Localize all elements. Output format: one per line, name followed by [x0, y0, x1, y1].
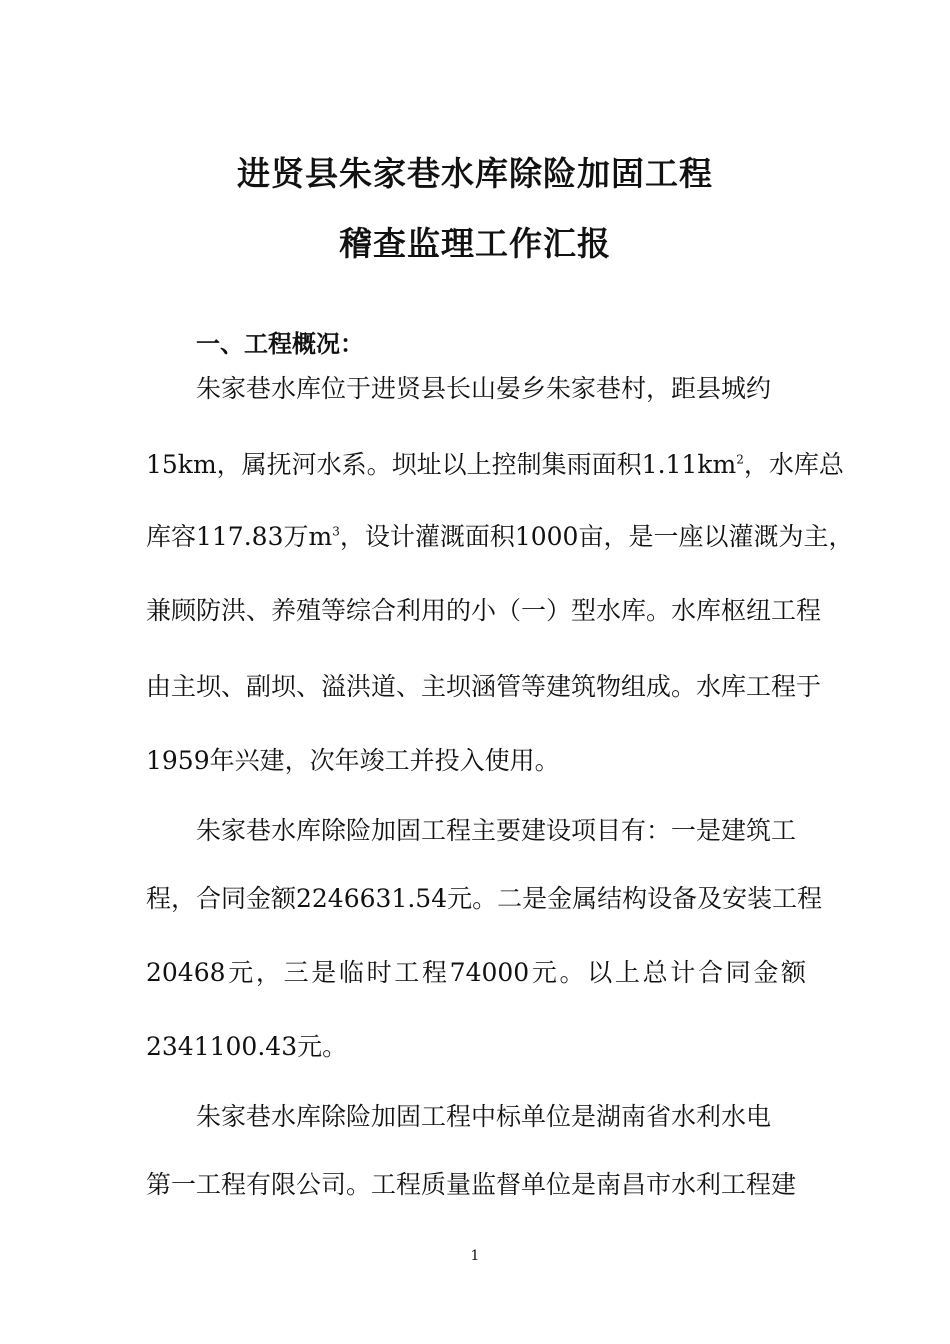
paragraph-1-line-5: 由主坝、副坝、溢洪道、主坝涵管等建筑物组成。水库工程于: [146, 672, 822, 701]
paragraph-3-line-1: 朱家巷水库除险加固工程中标单位是湖南省水利水电: [196, 1102, 772, 1131]
superscript: 2: [736, 452, 744, 467]
text-segment: ，水库总: [743, 450, 844, 479]
text-segment: ，设计灌溉面积1000亩，是一座以灌溉为主，: [339, 522, 854, 551]
paragraph-2-line-2: 程，合同金额2246631.54元。二是金属结构设备及安装工程: [146, 884, 823, 913]
paragraph-1-line-1: 朱家巷水库位于进贤县长山晏乡朱家巷村，距县城约: [196, 374, 772, 403]
page-number: 1: [470, 1248, 480, 1264]
text-segment: 库容117.83万m: [146, 522, 333, 551]
document-title-line-1: 进贤县朱家巷水库除险加固工程: [237, 154, 713, 193]
paragraph-1-line-6: 1959年兴建，次年竣工并投入使用。: [146, 746, 560, 775]
paragraph-2-line-1: 朱家巷水库除险加固工程主要建设项目有：一是建筑工: [196, 816, 797, 845]
text-segment: 15km，属抚河水系。坝址以上控制集雨面积1.11km: [146, 450, 737, 479]
paragraph-1-line-3: [146, 520, 854, 554]
paragraph-1-line-4: 兼顾防洪、养殖等综合利用的小（一）型水库。水库枢纽工程: [146, 596, 822, 625]
paragraph-2-line-4: 2341100.43元。: [146, 1032, 348, 1061]
paragraph-2-line-3: 20468元，三是临时工程74000元。以上总计合同金额: [146, 958, 806, 987]
superscript: 3: [332, 524, 340, 539]
paragraph-1-line-2: [146, 448, 844, 482]
document-title-line-2: 稽查监理工作汇报: [339, 224, 611, 263]
section-heading-overview: 一、工程概况：: [196, 330, 364, 358]
paragraph-3-line-2: 第一工程有限公司。工程质量监督单位是南昌市水利工程建: [146, 1170, 797, 1199]
